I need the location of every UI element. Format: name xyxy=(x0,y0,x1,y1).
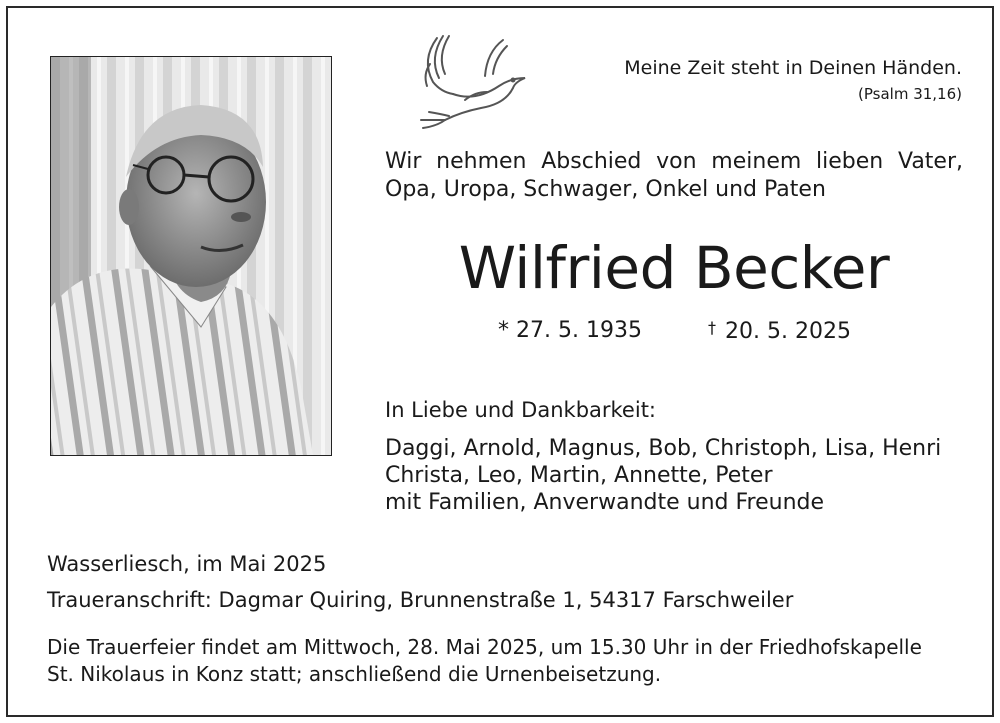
death-cross-icon: † xyxy=(708,318,716,337)
mourning-address: Traueranschrift: Dagmar Quiring, Brunnenstraße 1, 54317 Farschweiler xyxy=(47,588,794,612)
mourners-line: Christa, Leo, Martin, Annette, Peter xyxy=(385,463,773,488)
dove-icon xyxy=(415,30,530,130)
mourners-list xyxy=(385,435,941,516)
death-date-value: 20. 5. 2025 xyxy=(725,319,851,344)
portrait-photo xyxy=(50,56,332,456)
birth-date xyxy=(498,318,642,343)
birth-date-value: 27. 5. 1935 xyxy=(516,318,642,343)
mourners-line: mit Familien, Anverwandte und Freunde xyxy=(385,490,825,515)
quote-text: Meine Zeit steht in Deinen Händen. xyxy=(624,57,962,79)
place-date: Wasserliesch, im Mai 2025 xyxy=(47,552,327,576)
psalm-quote xyxy=(624,57,962,103)
ceremony-line: St. Nikolaus in Konz statt; anschließend die Urnenbeisetzung. xyxy=(47,662,662,686)
deceased-name: Wilfried Becker xyxy=(458,234,890,302)
quote-source: (Psalm 31,16) xyxy=(858,85,962,103)
ceremony-line: Die Trauerfeier findet am Mittwoch, 28. Mai 2025, um 15.30 Uhr in der Friedhofskapelle xyxy=(47,635,922,659)
mourners-heading: In Liebe und Dankbarkeit: xyxy=(385,398,657,422)
farewell-intro: Wir nehmen Abschied von meinem lieben Vater, Opa, Uropa, Schwager, Onkel und Paten xyxy=(385,149,963,202)
mourners-line: Daggi, Arnold, Magnus, Bob, Christoph, Lisa, Henri xyxy=(385,436,942,461)
ceremony-info xyxy=(47,634,922,688)
death-date xyxy=(708,318,851,344)
birth-symbol: * xyxy=(498,318,509,343)
